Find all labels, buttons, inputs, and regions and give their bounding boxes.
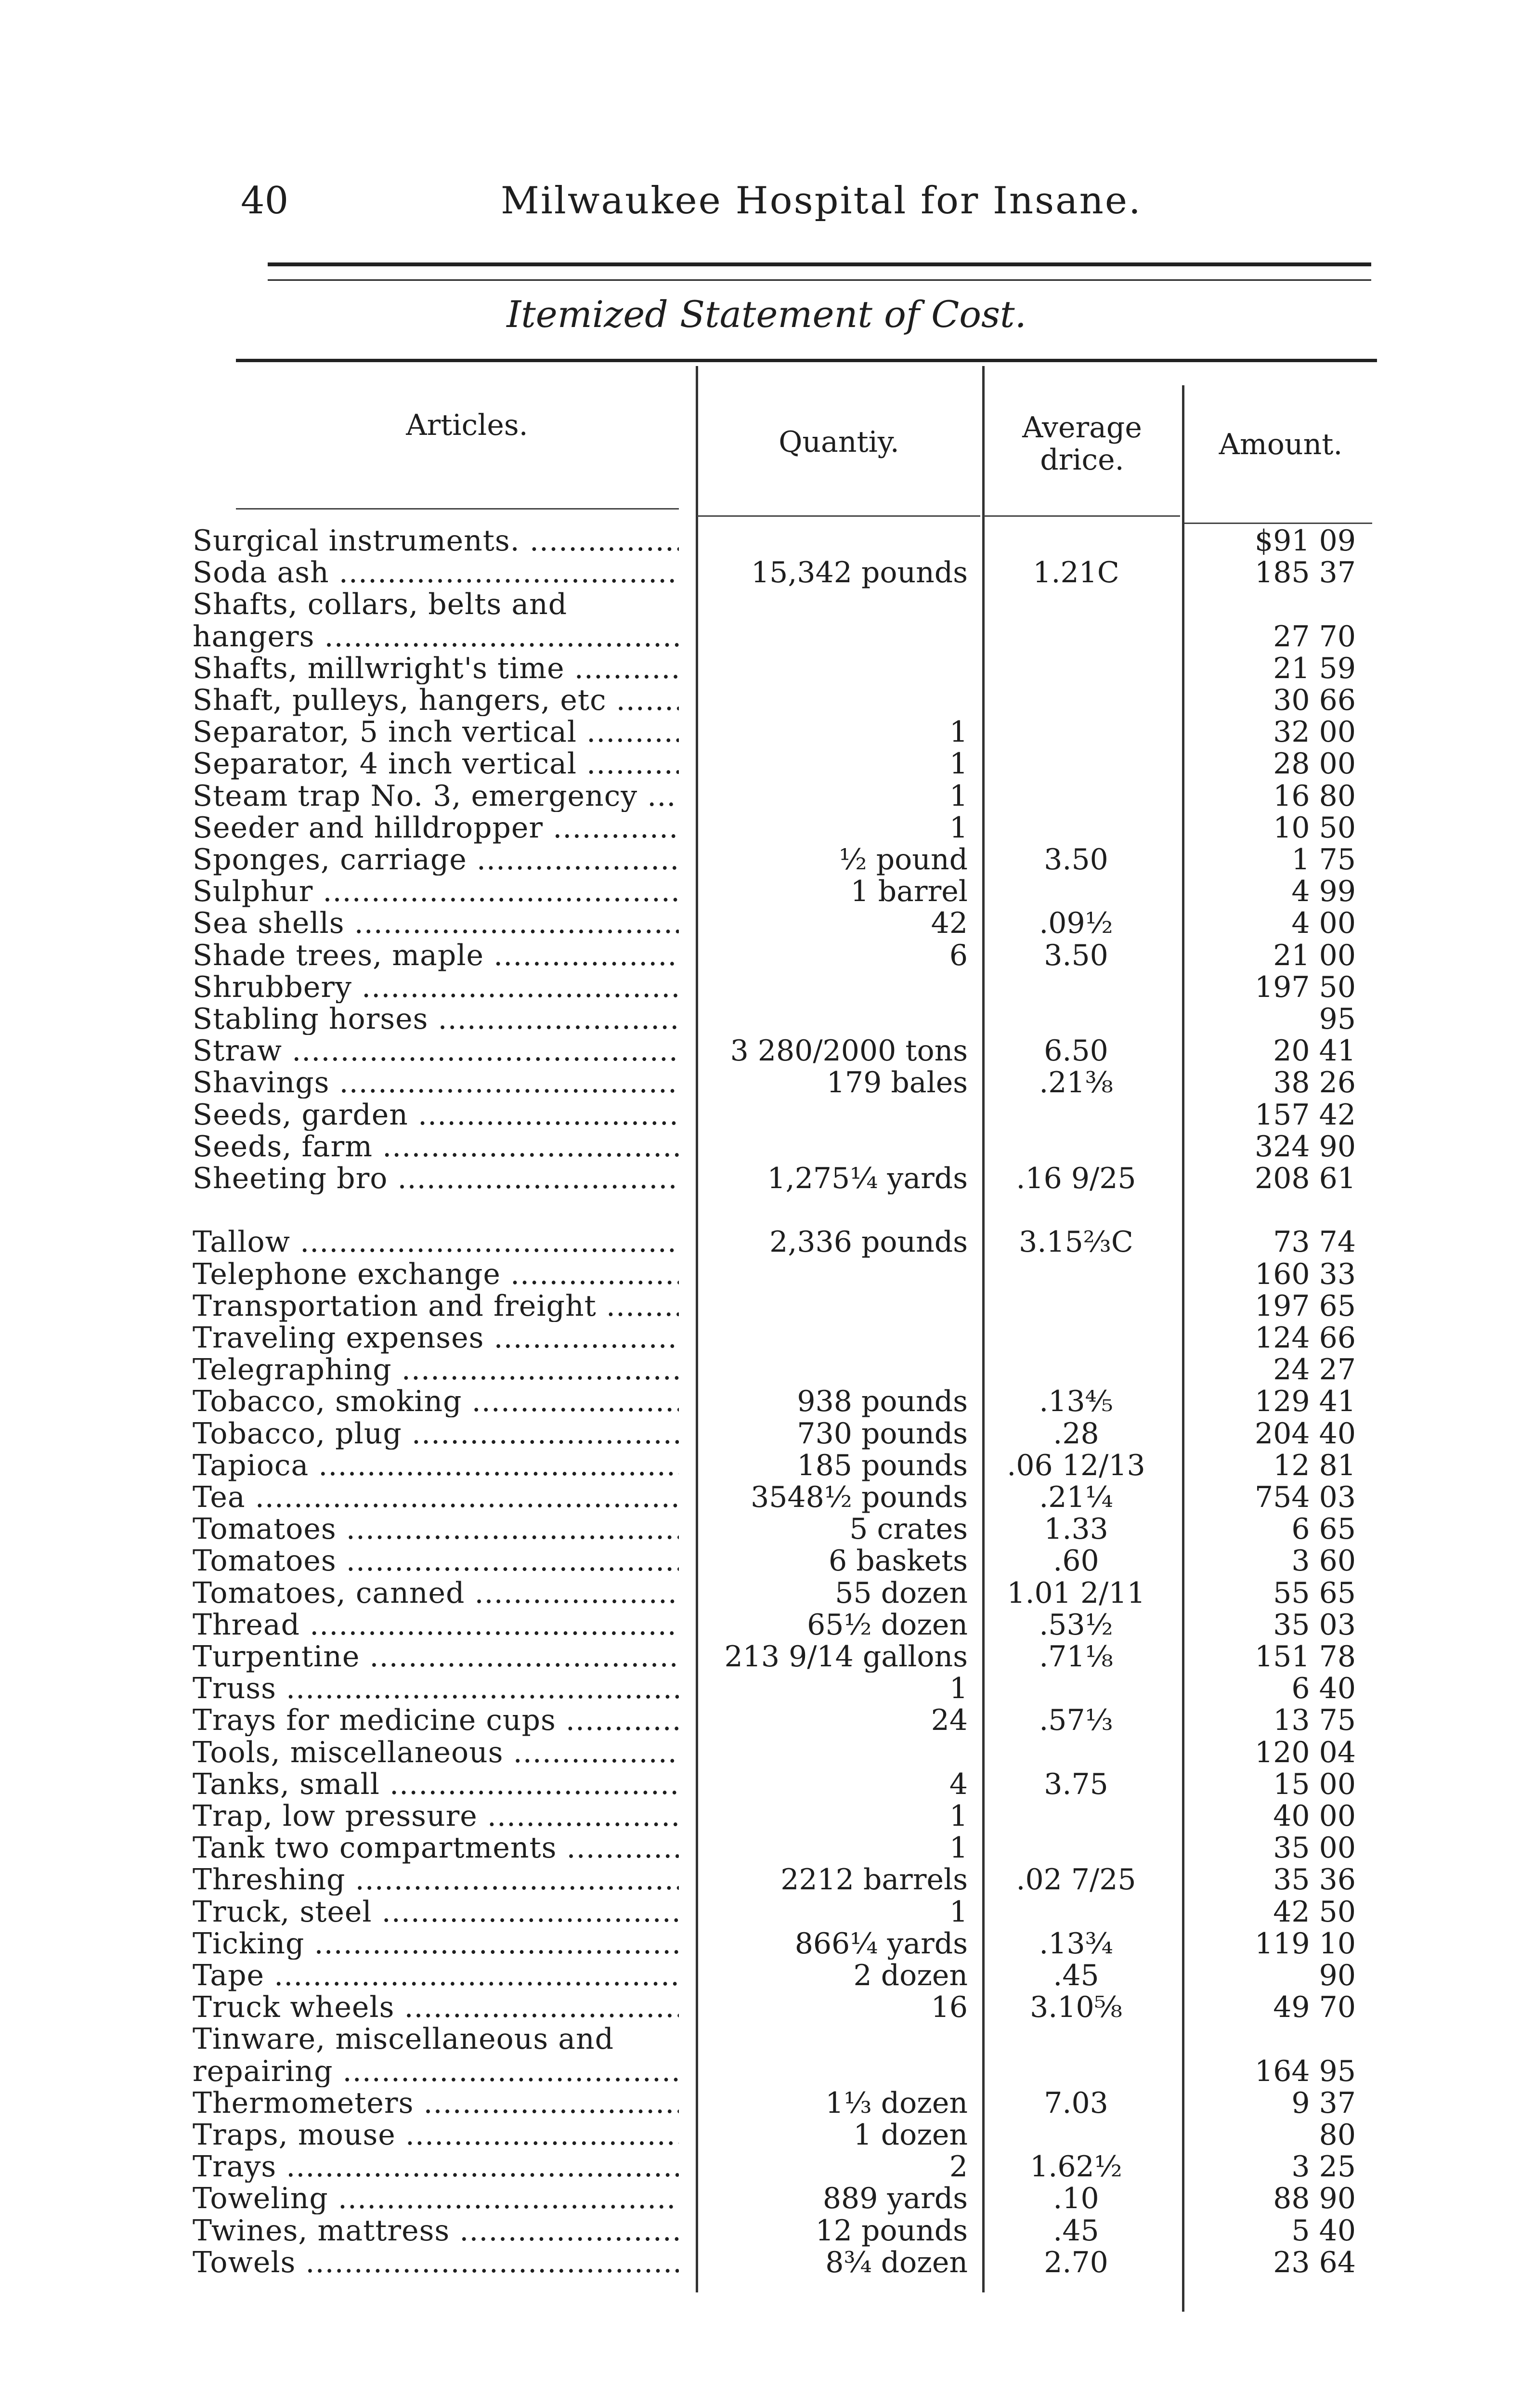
- table-row: [0, 1322, 1533, 1354]
- amount-cell: 324 90: [1255, 1130, 1356, 1163]
- table-row: [0, 907, 1533, 939]
- header-articles: Articles.: [406, 408, 528, 442]
- table-row: [0, 1290, 1533, 1322]
- table-row: [0, 1641, 1533, 1673]
- quantity-cell: 65½ dozen: [807, 1609, 968, 1641]
- amount-cell: 28 00: [1273, 748, 1356, 780]
- quantity-cell: 1 dozen: [853, 2119, 968, 2151]
- page-number: 40: [241, 179, 289, 222]
- quantity-cell: 1: [949, 748, 968, 780]
- header-underline-quantity: [697, 515, 980, 517]
- table-row: [0, 1832, 1533, 1864]
- average-price-cell: .02 7/25: [1016, 1864, 1136, 1896]
- amount-cell: 5 40: [1291, 2214, 1356, 2247]
- quantity-cell: 213 9/14 gallons: [724, 1641, 968, 1673]
- table-row: [0, 2247, 1533, 2278]
- amount-cell: 16 80: [1273, 780, 1356, 812]
- table-row: [0, 1003, 1533, 1035]
- article-cell: Seeds, garden .....: [193, 1099, 679, 1131]
- average-price-cell: 1.62½: [1030, 2151, 1122, 2183]
- table-row: [0, 2023, 1533, 2055]
- amount-cell: 6 65: [1291, 1513, 1356, 1545]
- amount-cell: 13 75: [1273, 1704, 1356, 1737]
- quantity-cell: 1: [949, 1673, 968, 1705]
- quantity-cell: 1 barrel: [850, 876, 968, 908]
- amount-cell: 197 65: [1255, 1290, 1356, 1322]
- amount-cell: 49 70: [1273, 1991, 1356, 2024]
- table-row: [0, 716, 1533, 748]
- average-price-cell: 3.15⅔C: [1019, 1226, 1133, 1258]
- article-cell: Shafts, millwright's time .....: [193, 653, 679, 684]
- quantity-cell: 185 pounds: [797, 1449, 968, 1481]
- table-row: [0, 1131, 1533, 1163]
- table-row: [0, 1545, 1533, 1577]
- header-underline-average: [984, 515, 1180, 517]
- table-row: [0, 2183, 1533, 2214]
- table-row: [0, 1386, 1533, 1417]
- article-cell: Trays for medicine cups .....: [193, 1704, 679, 1736]
- quantity-cell: 1: [949, 716, 968, 748]
- amount-cell: 80: [1319, 2119, 1356, 2151]
- quantity-cell: 938 pounds: [797, 1386, 968, 1418]
- article-cell: Tea .....: [193, 1481, 679, 1513]
- amount-cell: 21 00: [1273, 939, 1356, 971]
- quantity-cell: 2,336 pounds: [769, 1226, 968, 1258]
- article-cell: Thread .....: [193, 1609, 679, 1641]
- article-cell: Threshing .....: [193, 1864, 679, 1896]
- article-cell: Truck, steel .....: [193, 1896, 679, 1928]
- average-price-cell: .28: [1053, 1417, 1099, 1450]
- amount-cell: 3 25: [1291, 2151, 1356, 2183]
- quantity-cell: 1: [949, 1800, 968, 1832]
- average-price-cell: .21⅜: [1039, 1067, 1113, 1099]
- article-cell: Soda ash .....: [193, 557, 679, 589]
- amount-cell: 27 70: [1273, 620, 1356, 653]
- amount-cell: 88 90: [1273, 2183, 1356, 2215]
- article-cell: Shafts, collars, belts and: [193, 589, 568, 621]
- article-cell: Shaft, pulleys, hangers, etc .....: [193, 684, 679, 716]
- article-cell: Towels .....: [193, 2247, 679, 2278]
- amount-cell: 21 59: [1273, 652, 1356, 684]
- amount-cell: 120 04: [1255, 1736, 1356, 1768]
- amount-cell: 15 00: [1273, 1768, 1356, 1800]
- table-row: [0, 1163, 1533, 1194]
- header-quantity: Quantiy.: [779, 425, 899, 459]
- article-cell: Turpentine .....: [193, 1641, 679, 1673]
- table-row: [0, 1067, 1533, 1099]
- table-row: [0, 621, 1533, 653]
- average-price-cell: .16 9/25: [1016, 1163, 1136, 1194]
- quantity-cell: 8¾ dozen: [825, 2246, 968, 2278]
- quantity-cell: 15,342 pounds: [751, 557, 968, 589]
- average-price-cell: 1.01 2/11: [1007, 1577, 1145, 1609]
- amount-cell: 754 03: [1255, 1481, 1356, 1513]
- average-price-cell: 3.50: [1044, 844, 1108, 876]
- average-price-cell: .13⅘: [1039, 1386, 1113, 1418]
- article-cell: Sheeting bro .....: [193, 1163, 679, 1194]
- quantity-cell: 1: [949, 811, 968, 844]
- article-cell: Tomatoes .....: [193, 1545, 679, 1577]
- article-cell: Shade trees, maple .....: [193, 940, 679, 971]
- amount-cell: 90: [1319, 1960, 1356, 1991]
- table-row: [0, 684, 1533, 716]
- quantity-cell: 6: [949, 939, 968, 971]
- average-price-cell: 3.10⅝: [1030, 1991, 1122, 2024]
- article-cell: Tomatoes, canned .....: [193, 1577, 679, 1609]
- average-price-cell: .21¼: [1039, 1481, 1113, 1513]
- article-cell: Seeder and hilldropper .....: [193, 812, 679, 844]
- amount-cell: 24 27: [1273, 1354, 1356, 1386]
- article-cell: Tape .....: [193, 1960, 679, 1991]
- amount-cell: 1 75: [1291, 844, 1356, 876]
- amount-cell: 208 61: [1255, 1163, 1356, 1194]
- table-row: [0, 1704, 1533, 1736]
- table-row: [0, 1418, 1533, 1450]
- table-row: [0, 1194, 1533, 1226]
- quantity-cell: 3548½ pounds: [751, 1481, 968, 1513]
- article-cell: Sulphur .....: [193, 876, 679, 907]
- amount-cell: 4 00: [1291, 907, 1356, 940]
- average-price-cell: 1.21C: [1033, 557, 1119, 589]
- quantity-cell: 42: [931, 907, 968, 940]
- amount-cell: 40 00: [1273, 1800, 1356, 1832]
- article-cell: Tank two compartments .....: [193, 1832, 679, 1864]
- article-cell: Traps, mouse .....: [193, 2119, 679, 2151]
- table-row: [0, 780, 1533, 812]
- article-cell: Trap, low pressure .....: [193, 1800, 679, 1832]
- table-row: [0, 1737, 1533, 1768]
- table-row: [0, 1035, 1533, 1067]
- quantity-cell: ½ pound: [839, 844, 968, 876]
- table-row: [0, 1577, 1533, 1609]
- table-row: [0, 1226, 1533, 1258]
- table-row: [0, 971, 1533, 1003]
- average-price-cell: .10: [1053, 2183, 1099, 2215]
- quantity-cell: 1: [949, 780, 968, 812]
- header-rule: [268, 262, 1371, 266]
- article-cell: Separator, 5 inch vertical .....: [193, 716, 679, 748]
- table-row: [0, 525, 1533, 557]
- table-row: [0, 557, 1533, 589]
- article-cell: Toweling .....: [193, 2183, 679, 2214]
- average-price-cell: .13¾: [1039, 1927, 1113, 1960]
- average-price-cell: .60: [1053, 1545, 1099, 1577]
- average-price-cell: .53½: [1039, 1609, 1113, 1641]
- quantity-cell: 2: [949, 2151, 968, 2183]
- article-cell: hangers .....: [193, 621, 679, 653]
- running-head: Milwaukee Hospital for Insane.: [501, 179, 1142, 222]
- amount-cell: 12 81: [1273, 1449, 1356, 1481]
- table-row: [0, 844, 1533, 876]
- article-cell: Traveling expenses .....: [193, 1322, 679, 1354]
- table-row: [0, 1928, 1533, 1960]
- article-cell: Steam trap No. 3, emergency .....: [193, 780, 679, 812]
- amount-cell: 204 40: [1255, 1417, 1356, 1450]
- amount-cell: 42 50: [1273, 1896, 1356, 1928]
- amount-cell: 119 10: [1255, 1927, 1356, 1960]
- amount-cell: 160 33: [1255, 1258, 1356, 1290]
- quantity-cell: 5 crates: [849, 1513, 968, 1545]
- amount-cell: $91 09: [1255, 525, 1356, 557]
- amount-cell: 124 66: [1255, 1322, 1356, 1354]
- amount-cell: 157 42: [1255, 1099, 1356, 1131]
- amount-cell: 20 41: [1273, 1035, 1356, 1067]
- quantity-cell: 866¼ yards: [794, 1927, 968, 1960]
- quantity-cell: 1: [949, 1832, 968, 1864]
- article-cell: Ticking .....: [193, 1928, 679, 1960]
- table-row: [0, 2215, 1533, 2247]
- amount-cell: 151 78: [1255, 1641, 1356, 1673]
- table-row: [0, 2055, 1533, 2087]
- article-cell: Tools, miscellaneous .....: [193, 1737, 679, 1768]
- quantity-cell: 4: [949, 1768, 968, 1800]
- quantity-cell: 6 baskets: [829, 1545, 968, 1577]
- table-title: Itemized Statement of Cost.: [507, 293, 1026, 336]
- article-cell: Shavings .....: [193, 1067, 679, 1099]
- table-row: [0, 2087, 1533, 2119]
- amount-cell: 129 41: [1255, 1386, 1356, 1418]
- amount-cell: 35 00: [1273, 1832, 1356, 1864]
- average-price-cell: 3.75: [1044, 1768, 1108, 1800]
- quantity-cell: 12 pounds: [815, 2214, 968, 2247]
- table-row: [0, 2119, 1533, 2151]
- table-row: [0, 1099, 1533, 1131]
- amount-cell: 55 65: [1273, 1577, 1356, 1609]
- table-row: [0, 1609, 1533, 1641]
- article-cell: Telephone exchange .....: [193, 1258, 679, 1290]
- table-row: [0, 1258, 1533, 1290]
- header-underline-articles: [236, 508, 679, 510]
- average-price-cell: .06 12/13: [1007, 1449, 1145, 1481]
- amount-cell: 35 36: [1273, 1864, 1356, 1896]
- table-row: [0, 1673, 1533, 1704]
- table-row: [0, 1768, 1533, 1800]
- amount-cell: 185 37: [1255, 557, 1356, 589]
- header-rule-thin: [268, 279, 1371, 281]
- table-row: [0, 1481, 1533, 1513]
- article-cell: repairing .....: [193, 2055, 679, 2087]
- table-row: [0, 1960, 1533, 1991]
- average-price-cell: .57⅓: [1039, 1704, 1113, 1737]
- article-cell: Tinware, miscellaneous and: [193, 2023, 614, 2055]
- average-price-cell: 7.03: [1044, 2087, 1108, 2119]
- average-price-cell: 1.33: [1044, 1513, 1108, 1545]
- table-row: [0, 2151, 1533, 2183]
- article-cell: Tapioca .....: [193, 1450, 679, 1481]
- article-cell: Shrubbery .....: [193, 971, 679, 1003]
- article-cell: Seeds, farm .....: [193, 1131, 679, 1163]
- header-amount: Amount.: [1219, 428, 1343, 461]
- quantity-cell: 16: [931, 1991, 968, 2024]
- table-row: [0, 589, 1533, 620]
- amount-cell: 95: [1319, 1003, 1356, 1035]
- average-price-cell: .71⅛: [1039, 1641, 1113, 1673]
- table-row: [0, 1450, 1533, 1481]
- article-cell: Twines, mattress .....: [193, 2215, 679, 2247]
- amount-cell: 3 60: [1291, 1545, 1356, 1577]
- quantity-cell: 3 280/2000 tons: [730, 1035, 968, 1067]
- table-row: [0, 1354, 1533, 1386]
- amount-cell: 197 50: [1255, 971, 1356, 1003]
- table-row: [0, 1513, 1533, 1545]
- quantity-cell: 55 dozen: [835, 1577, 968, 1609]
- table-row: [0, 940, 1533, 971]
- article-cell: Trays .....: [193, 2151, 679, 2183]
- table-row: [0, 1991, 1533, 2023]
- amount-cell: 73 74: [1273, 1226, 1356, 1258]
- article-cell: Separator, 4 inch vertical .....: [193, 748, 679, 780]
- quantity-cell: 2 dozen: [853, 1960, 968, 1991]
- average-price-cell: .09½: [1039, 907, 1113, 940]
- quantity-cell: 1,275¼ yards: [767, 1163, 968, 1194]
- article-cell: Thermometers .....: [193, 2087, 679, 2119]
- article-cell: Transportation and freight .....: [193, 1290, 679, 1322]
- article-cell: Tanks, small .....: [193, 1768, 679, 1800]
- table-row: [0, 812, 1533, 844]
- quantity-cell: 730 pounds: [797, 1417, 968, 1450]
- article-cell: Tomatoes .....: [193, 1513, 679, 1545]
- amount-cell: 32 00: [1273, 716, 1356, 748]
- table-top-rule: [236, 359, 1377, 362]
- quantity-cell: 24: [931, 1704, 968, 1737]
- table-row: [0, 653, 1533, 684]
- amount-cell: 4 99: [1291, 876, 1356, 908]
- table-row: [0, 876, 1533, 907]
- amount-cell: 38 26: [1273, 1067, 1356, 1099]
- article-cell: Truss .....: [193, 1673, 679, 1704]
- amount-cell: 164 95: [1255, 2055, 1356, 2087]
- average-price-cell: .45: [1053, 2214, 1099, 2247]
- quantity-cell: 889 yards: [822, 2183, 968, 2215]
- average-price-cell: 6.50: [1044, 1035, 1108, 1067]
- header-underline-amount: [1184, 523, 1372, 524]
- article-cell: Sea shells .....: [193, 907, 679, 939]
- average-price-cell: 2.70: [1044, 2246, 1108, 2278]
- table-row: [0, 1800, 1533, 1832]
- article-cell: Tobacco, smoking .....: [193, 1386, 679, 1417]
- quantity-cell: 2212 barrels: [780, 1864, 968, 1896]
- quantity-cell: 1⅓ dozen: [825, 2087, 968, 2119]
- quantity-cell: 179 bales: [826, 1067, 968, 1099]
- quantity-cell: 1: [949, 1896, 968, 1928]
- average-price-cell: .45: [1053, 1960, 1099, 1991]
- article-cell: Telegraphing .....: [193, 1354, 679, 1386]
- table-row: [0, 1896, 1533, 1928]
- article-cell: Tallow .....: [193, 1226, 679, 1258]
- amount-cell: 23 64: [1273, 2246, 1356, 2278]
- amount-cell: 6 40: [1291, 1673, 1356, 1705]
- article-cell: Sponges, carriage .....: [193, 844, 679, 876]
- article-cell: Stabling horses .....: [193, 1003, 679, 1035]
- article-cell: Surgical instruments. .....: [193, 525, 679, 557]
- header-average: Average drice.: [1022, 411, 1142, 477]
- article-cell: Tobacco, plug .....: [193, 1418, 679, 1450]
- average-price-cell: 3.50: [1044, 939, 1108, 971]
- article-cell: Straw .....: [193, 1035, 679, 1067]
- amount-cell: 35 03: [1273, 1609, 1356, 1641]
- table-row: [0, 1864, 1533, 1896]
- amount-cell: 10 50: [1273, 811, 1356, 844]
- amount-cell: 30 66: [1273, 684, 1356, 716]
- amount-cell: 9 37: [1291, 2087, 1356, 2119]
- table-row: [0, 748, 1533, 780]
- article-cell: Truck wheels .....: [193, 1991, 679, 2023]
